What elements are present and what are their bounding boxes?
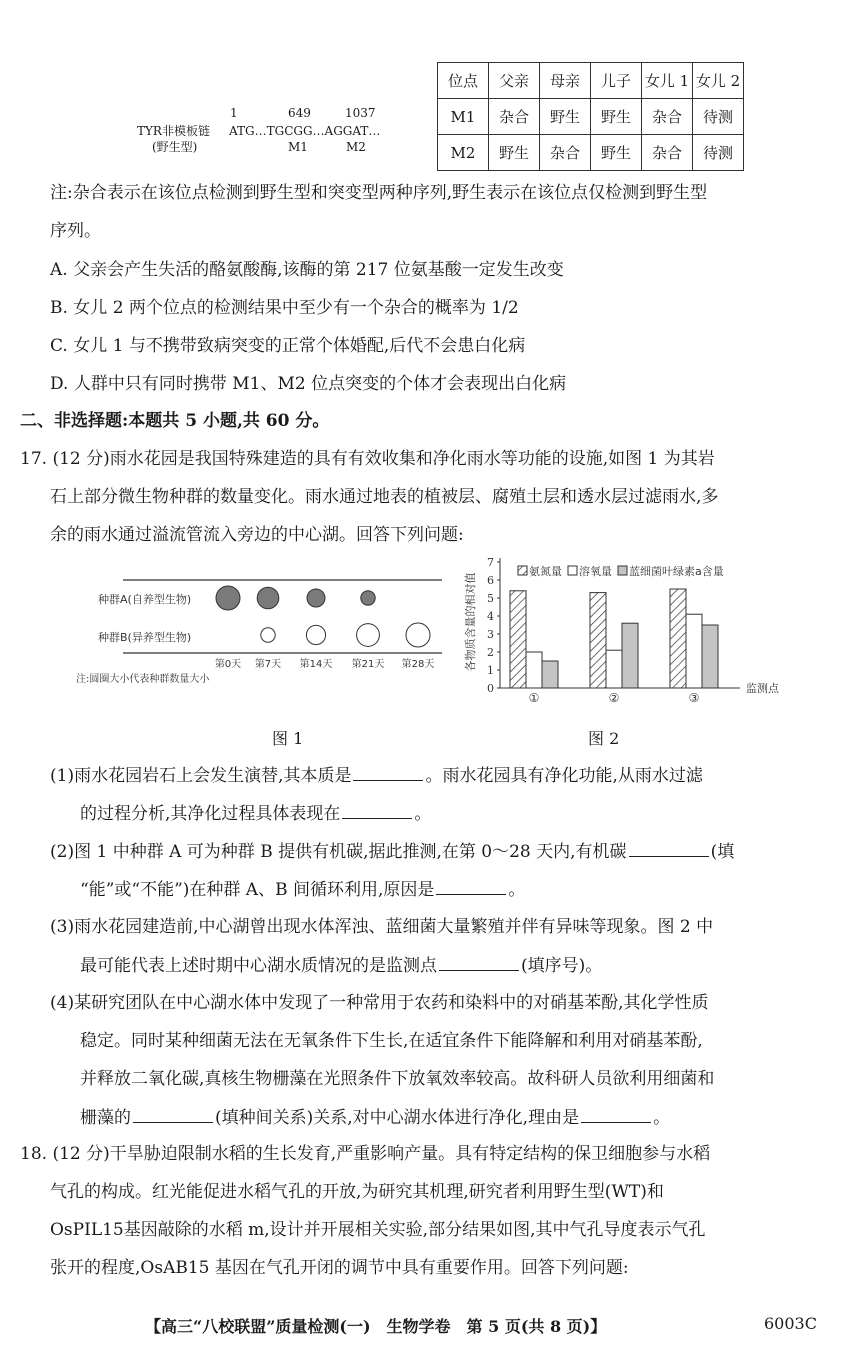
q17-sub2-text-a: (2)图 1 中种群 A 可为种群 B 提供有机碳,据此推测,在第 0～28 天内,有机碳	[50, 842, 627, 862]
position-1: 1	[230, 106, 238, 120]
sequence-label: TYR非模板链	[137, 124, 210, 138]
x-axis-label: 监测点	[746, 682, 779, 695]
genotype-table	[437, 62, 744, 171]
q17-sub4-text-d: 栅藻的	[80, 1108, 131, 1128]
q17-sub2-line2	[80, 879, 525, 900]
position-649: 649	[288, 106, 311, 120]
popB-circle	[357, 624, 380, 647]
bar	[686, 614, 702, 688]
y-tick-label: 2	[487, 646, 494, 659]
day-label: 第21天	[351, 659, 385, 670]
table-cell: M1	[438, 99, 489, 135]
table-header-cell: 女儿 1	[642, 63, 693, 99]
table-cell: 杂合	[540, 135, 591, 171]
q17-sub4-line2: 稳定。同时某种细菌无法在无氧条件下生长,在适宜条件下能降解和利用对硝基苯酚,	[80, 1031, 703, 1051]
q18-line3: OsPIL15基因敲除的水稻 m,设计并开展相关实验,部分结果如图,其中气孔导度表示气孔	[50, 1220, 706, 1240]
figure-1	[68, 565, 448, 695]
x-tick-label: ②	[608, 691, 620, 705]
q17-sub1-text-c: 的过程分析,其净化过程具体表现在	[80, 804, 341, 824]
fig1-popA-label: 种群A(自养型生物)	[98, 593, 192, 606]
q17-sub3-line1: (3)雨水花园建造前,中心湖曾出现水体浑浊、蓝细菌大量繁殖并伴有异味等现象。图 2 中	[50, 917, 714, 937]
section-heading: 二、非选择题:本题共 5 小题,共 60 分。	[20, 411, 330, 431]
q17-sub3-text-c: (填序号)。	[521, 956, 603, 976]
table-header-cell: 女儿 2	[693, 63, 744, 99]
q18-line1: 18. (12 分)干旱胁迫限制水稻的生长发育,严重影响产量。具有特定结构的保卫细胞参与水稻	[20, 1144, 711, 1164]
figure-2-chart	[460, 552, 800, 712]
table-cell: 待测	[693, 99, 744, 135]
m2-marker: M2	[346, 140, 366, 154]
option-a: A. 父亲会产生失活的酪氨酸酶,该酶的第 217 位氨基酸一定发生改变	[50, 260, 564, 280]
answer-blank-4[interactable]	[436, 879, 506, 895]
bar	[622, 623, 638, 688]
legend-label: 溶氧量	[579, 565, 612, 578]
option-b: B. 女儿 2 两个位点的检测结果中至少有一个杂合的概率为 1/2	[50, 298, 519, 318]
period: 。	[653, 1108, 671, 1128]
y-tick-label: 7	[487, 556, 494, 569]
y-tick-label: 3	[487, 628, 494, 641]
table-header-cell: 母亲	[540, 63, 591, 99]
q17-sub2-text-c: “能”或“不能”)在种群 A、B 间循环利用,原因是	[80, 880, 435, 900]
y-tick-label: 0	[487, 682, 494, 695]
fig1-popB-label: 种群B(异养型生物)	[98, 631, 192, 644]
sequence-text: ATG…TGCGG…AGGAT…	[229, 124, 381, 138]
bar	[590, 593, 606, 688]
day-label: 第7天	[254, 659, 282, 670]
legend-swatch	[618, 566, 627, 575]
x-tick-label: ①	[528, 691, 540, 705]
figure-2-caption: 图 2	[588, 729, 620, 748]
popA-circle	[257, 587, 279, 609]
table-cell: 野生	[591, 99, 642, 135]
q17-sub1-text-a: (1)雨水花园岩石上会发生演替,其本质是	[50, 766, 352, 786]
q17-sub4-line1: (4)某研究团队在中心湖水体中发现了一种常用于农药和染料中的对硝基苯酚,其化学性质	[50, 993, 709, 1013]
bar	[542, 661, 558, 688]
option-d: D. 人群中只有同时携带 M1、M2 位点突变的个体才会表现出白化病	[50, 374, 567, 394]
legend-swatch	[568, 566, 577, 575]
table-header-cell: 父亲	[489, 63, 540, 99]
fig1-note: 注:圆圈大小代表种群数量大小	[76, 674, 210, 685]
y-tick-label: 6	[487, 574, 494, 587]
q17-sub1-text-b: 。雨水花园具有净化功能,从雨水过滤	[425, 766, 703, 786]
answer-blank-2[interactable]	[342, 803, 412, 819]
y-tick-label: 1	[487, 664, 494, 677]
q18-line4: 张开的程度,OsAB15 基因在气孔开闭的调节中具有重要作用。回答下列问题:	[50, 1258, 629, 1278]
table-row	[438, 135, 744, 171]
popB-circle	[306, 625, 325, 644]
table-cell: 野生	[489, 135, 540, 171]
legend-label: 氨氮量	[529, 565, 562, 578]
q17-sub4-line3: 并释放二氧化碳,真核生物栅藻在光照条件下放氧效率较高。故科研人员欲利用细菌和	[80, 1069, 715, 1089]
table-cell: M2	[438, 135, 489, 171]
option-c: C. 女儿 1 与不携带致病突变的正常个体婚配,后代不会患白化病	[50, 336, 526, 356]
answer-blank-7[interactable]	[581, 1107, 651, 1123]
day-label: 第28天	[401, 659, 435, 670]
table-header-cell: 儿子	[591, 63, 642, 99]
answer-blank-5[interactable]	[439, 955, 519, 971]
q17-sub2-line1	[50, 841, 734, 862]
table-note-cont: 序列。	[50, 221, 101, 241]
legend-swatch	[518, 566, 527, 575]
q18-line2: 气孔的构成。红光能促进水稻气孔的开放,为研究其机理,研究者利用野生型(WT)和	[50, 1182, 664, 1202]
q17-sub1-line1	[50, 765, 703, 786]
q17-line3: 余的雨水通过溢流管流入旁边的中心湖。回答下列问题:	[50, 525, 464, 545]
q17-sub4-text-e: (填种间关系)关系,对中心湖水体进行净化,理由是	[215, 1108, 580, 1128]
table-cell: 杂合	[642, 99, 693, 135]
legend-label: 蓝细菌叶绿素a含量	[629, 565, 724, 578]
y-tick-label: 4	[487, 610, 494, 623]
q17-line1: 17. (12 分)雨水花园是我国特殊建造的具有有效收集和净化雨水等功能的设施,如图 1 为其岩	[20, 449, 715, 469]
popB-circle	[261, 628, 275, 642]
page-footer: 【高三“八校联盟”质量检测(一) 生物学卷 第 5 页(共 8 页)】	[145, 1317, 607, 1336]
table-header-cell: 位点	[438, 63, 489, 99]
q17-sub4-line4	[80, 1107, 670, 1128]
popA-circle	[361, 591, 375, 605]
table-cell: 待测	[693, 135, 744, 171]
day-label: 第0天	[214, 659, 242, 670]
bar	[510, 591, 526, 688]
x-tick-label: ③	[688, 691, 700, 705]
table-cell: 杂合	[489, 99, 540, 135]
m1-marker: M1	[288, 140, 308, 154]
table-cell: 杂合	[642, 135, 693, 171]
figure-1-caption: 图 1	[272, 729, 304, 748]
table-header-row	[438, 63, 744, 99]
q17-sub3-line2	[80, 955, 602, 976]
bar	[606, 650, 622, 688]
q17-sub2-text-b: (填	[710, 842, 735, 862]
sequence-label-wildtype: (野生型)	[152, 140, 198, 154]
y-axis-label: 各物质含量的相对值	[464, 572, 477, 672]
day-label: 第14天	[299, 659, 333, 670]
q17-sub3-text-b: 最可能代表上述时期中心湖水质情况的是监测点	[80, 956, 437, 976]
answer-blank-3[interactable]	[629, 841, 709, 857]
paper-code: 6003C	[764, 1314, 817, 1333]
table-note: 注:杂合表示在该位点检测到野生型和突变型两种序列,野生表示在该位点仅检测到野生型	[50, 183, 708, 203]
answer-blank-6[interactable]	[133, 1107, 213, 1123]
position-1037: 1037	[345, 106, 376, 120]
y-tick-label: 5	[487, 592, 494, 605]
table-cell: 野生	[591, 135, 642, 171]
table-row	[438, 99, 744, 135]
popA-circle	[216, 586, 240, 610]
period: 。	[414, 804, 432, 824]
bar	[526, 652, 542, 688]
q17-sub1-line2	[80, 803, 431, 824]
period: 。	[508, 880, 526, 900]
bar	[670, 589, 686, 688]
q17-line2: 石上部分微生物种群的数量变化。雨水通过地表的植被层、腐殖土层和透水层过滤雨水,多	[50, 487, 719, 507]
bar	[702, 625, 718, 688]
table-cell: 野生	[540, 99, 591, 135]
popA-circle	[307, 589, 325, 607]
answer-blank-1[interactable]	[353, 765, 423, 781]
popB-circle	[406, 623, 430, 647]
